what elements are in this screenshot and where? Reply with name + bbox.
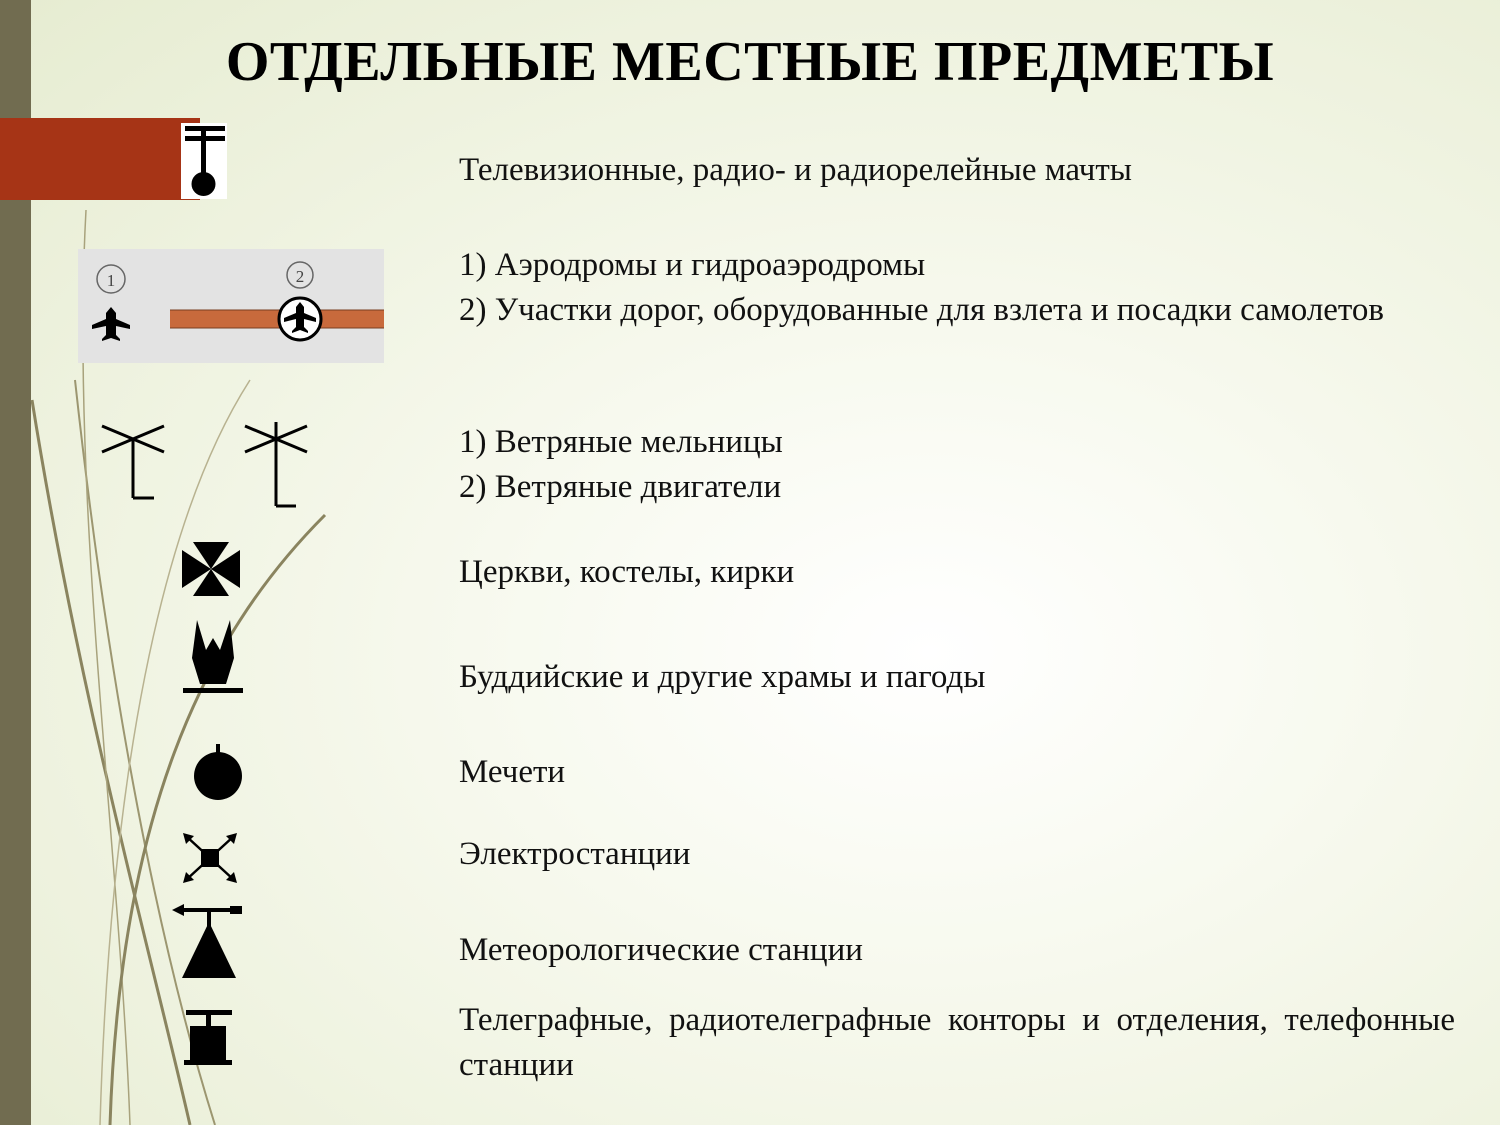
item-line: 1) Аэродромы и гидроаэродромы bbox=[459, 247, 926, 283]
item-windmill-text bbox=[459, 420, 1455, 510]
item-line: Телевизионные, радио- и радиорелейные мачты bbox=[459, 152, 1132, 188]
accent-tab bbox=[0, 118, 200, 200]
item-mosque-text bbox=[459, 750, 1455, 795]
item-radio-mast-text bbox=[459, 148, 1455, 193]
telegraph-office-icon bbox=[182, 1008, 234, 1066]
airfield-marker-1: 1 bbox=[106, 271, 116, 290]
item-line: Электростанции bbox=[459, 836, 691, 872]
item-pagoda-text bbox=[459, 655, 1455, 700]
item-line: 2) Ветряные двигатели bbox=[459, 469, 782, 505]
item-line: 1) Ветряные мельницы bbox=[459, 424, 783, 460]
mosque-icon bbox=[188, 700, 248, 804]
item-line: Церкви, костелы, кирки bbox=[459, 554, 795, 590]
item-line: 2) Участки дорог, оборудованные для взлета и посадки самолетов bbox=[459, 292, 1384, 328]
item-line: Мечети bbox=[459, 754, 566, 790]
weather-station-icon bbox=[170, 900, 246, 980]
item-church-text bbox=[459, 550, 1455, 595]
pagoda-icon bbox=[182, 618, 244, 696]
church-icon bbox=[180, 540, 242, 598]
item-line: Телеграфные, радиотелеграфные конторы и отделения, телефонные станции bbox=[459, 1002, 1455, 1083]
power-station-icon bbox=[180, 830, 240, 886]
item-telegraph-text bbox=[459, 998, 1455, 1088]
item-airfield-text bbox=[459, 243, 1455, 333]
item-line: Метеорологические станции bbox=[459, 932, 863, 968]
item-weather-station-text bbox=[459, 928, 1455, 973]
airfield-icon bbox=[78, 249, 384, 363]
airfield-marker-2: 2 bbox=[295, 267, 305, 286]
page-title: ОТДЕЛЬНЫЕ МЕСТНЫЕ ПРЕДМЕТЫ bbox=[225, 31, 1275, 93]
radio-mast-icon bbox=[181, 123, 227, 199]
item-line: Буддийские и другие храмы и пагоды bbox=[459, 659, 986, 695]
item-power-station-text bbox=[459, 832, 1455, 877]
windmill-icon bbox=[98, 418, 316, 510]
